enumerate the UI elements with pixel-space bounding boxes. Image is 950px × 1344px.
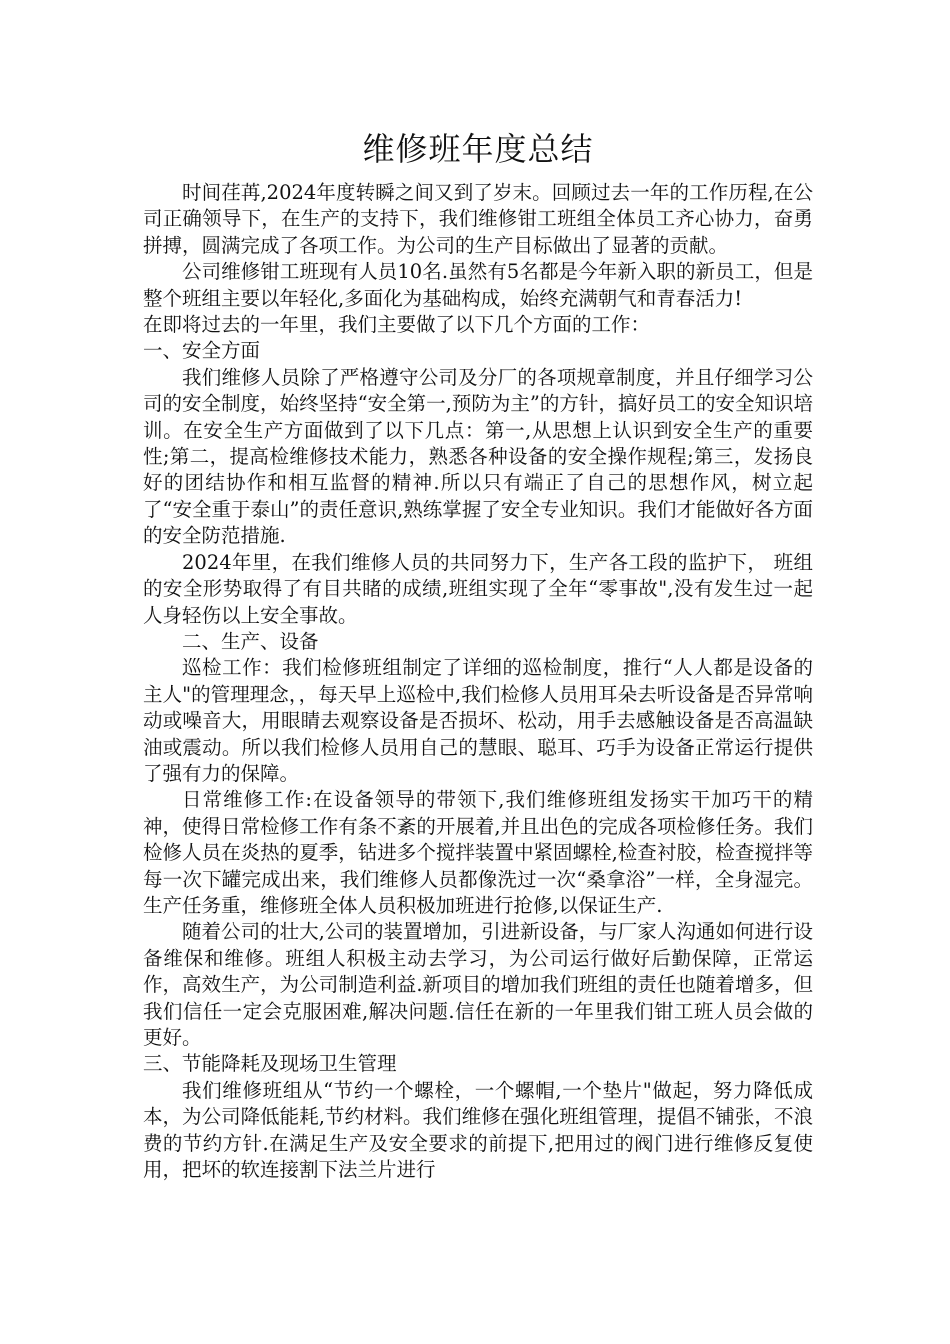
paragraph-team-overview: 公司维修钳工班现有人员10名.虽然有5名都是今年新入职的新员工，但是整个班组主要以年轻化,多面化为基础构成，始终充满朝气和青春活力! [143,260,813,310]
document-body [143,128,813,1183]
paragraph-inspection-work: 巡检工作：我们检修班组制定了详细的巡检制度，推行“人人都是设备的主人"的管理理念，，每天早上巡检中,我们检修人员用耳朵去听设备是否异常响动或噪音大，用眼睛去观察设备是否损坏、松动，用手去感触设备是否高温缺油或震动。所以我们检修人员用自己的慧眼、聪耳、巧手为设备正常运行提供了强有力的保障。 [143,656,813,785]
paragraph-intro: 时间荏苒,2024年度转瞬之间又到了岁末。回顾过去一年的工作历程,在公司正确领导下，在生产的支持下，我们维修钳工班组全体员工齐心协力，奋勇拼搏，圆满完成了各项工作。为公司的生产目标做出了显著的贡献。 [143,181,813,257]
section-heading-energy-saving: 三、节能降耗及现场卫生管理 [143,1052,397,1076]
paragraph-energy-saving: 我们维修班组从“节约一个螺栓，一个螺帽,一个垫片"做起，努力降低成本，为公司降低能耗,节约材料。我们维修在强化班组管理，提倡不铺张，不浪费的节约方针.在满足生产及安全要求的前提下,把用过的阀门进行维修反复使用，把坏的软连接割下法兰片进行 [143,1078,813,1182]
paragraph-safety-practices: 我们维修人员除了严格遵守公司及分厂的各项规章制度，并且仔细学习公司的安全制度，始终坚持“安全第一,预防为主”的方针，搞好员工的安全知识培训。在安全生产方面做到了以下几点：第一,从思想上认识到安全生产的重要性;第二，提高检维修技术能力，熟悉各种设备的安全操作规程;第三，发扬良好的团结协作和相互监督的精神.所以只有端正了自己的思想作风，树立起了“安全重于泰山”的责任意识,熟练掌握了安全专业知识。我们才能做好各方面的安全防范措施. [143,365,813,548]
paragraph-work-summary-lead: 在即将过去的一年里，我们主要做了以下几个方面的工作： [143,313,651,337]
paragraph-safety-results: 2024年里，在我们维修人员的共同努力下，生产各工段的监护下， 班组的安全形势取得了有目共睹的成绩,班组实现了全年“零事故",没有发生过一起人身轻伤以上安全事故。 [143,550,813,627]
section-heading-production-equipment: 二、生产、设备 [182,629,319,653]
document-title: 维修班年度总结 [362,130,594,168]
paragraph-new-equipment: 随着公司的壮大,公司的装置增加，引进新设备，与厂家人沟通如何进行设备维保和维修。班组人积极主动去学习，为公司运行做好后勤保障，正常运作，高效生产，为公司制造利益.新项目的增加我们班组的责任也随着增多，但我们信任一定会克服困难,解决问题.信任在新的一年里我们钳工班人员会做的更好。 [143,920,813,1049]
paragraph-daily-maintenance: 日常维修工作:在设备领导的带领下,我们维修班组发扬实干加巧干的精神，使得日常检修工作有条不紊的开展着,并且出色的完成各项检修任务。我们检修人员在炎热的夏季，钻进多个搅拌装置中紧固螺栓,检查衬胶，检查搅拌等每一次下罐完成出来，我们维修人员都像洗过一次“桑拿浴”一样，全身湿完。生产任务重，维修班全体人员积极加班进行抢修,以保证生产. [143,788,813,917]
section-heading-safety: 一、安全方面 [143,339,261,363]
